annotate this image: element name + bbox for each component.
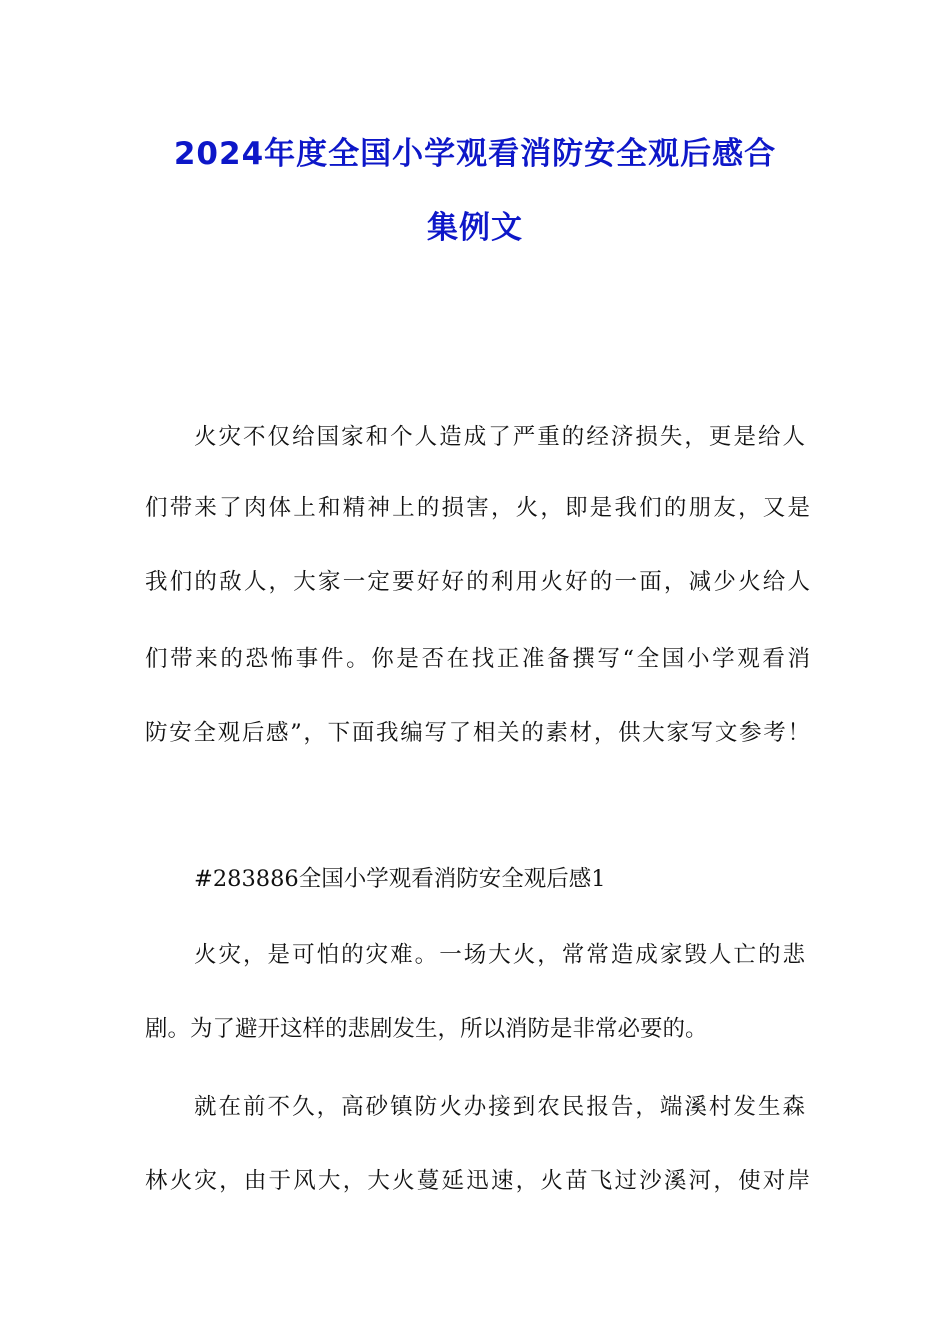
body-paragraph-2-line-2: 林火灾，由于风大，大火蔓延迅速，火苗飞过沙溪河，使对岸 <box>145 1168 810 1194</box>
intro-paragraph-line-2: 们带来了肉体上和精神上的损害，火，即是我们的朋友，又是 <box>145 495 810 521</box>
body-paragraph-1-line-1: 火灾，是可怕的灾难。一场大火，常常造成家毁人亡的悲 <box>194 942 805 968</box>
document-title-line-1: 2024年度全国小学观看消防安全观后感合 <box>173 136 777 172</box>
intro-paragraph-line-1: 火灾不仅给国家和个人造成了严重的经济损失，更是给人 <box>194 424 805 450</box>
document-title-line-2: 集例文 <box>427 210 523 246</box>
body-paragraph-1-line-2: 剧。为了避开这样的悲剧发生，所以消防是非常必要的。 <box>145 1016 708 1042</box>
intro-paragraph-line-3: 我们的敌人，大家一定要好好的利用火好的一面，减少火给人 <box>145 569 810 595</box>
body-paragraph-2-line-1: 就在前不久，高砂镇防火办接到农民报告，端溪村发生森 <box>194 1094 805 1120</box>
intro-paragraph-line-5: 防安全观后感”，下面我编写了相关的素材，供大家写文参考！ <box>145 720 810 746</box>
intro-paragraph-line-4: 们带来的恐怖事件。你是否在找正准备撰写“全国小学观看消 <box>145 646 810 672</box>
section-heading: #283886全国小学观看消防安全观后感1 <box>194 866 606 892</box>
